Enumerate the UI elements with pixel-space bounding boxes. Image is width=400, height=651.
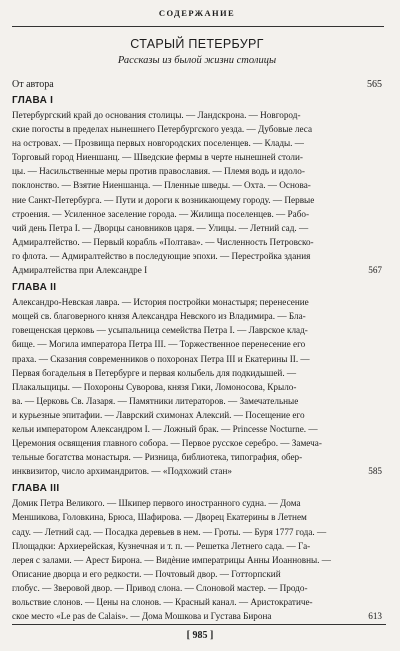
toc-line: чий день Петра I. — Дворцы сановников царя. — Улицы. — Летний сад. — <box>12 222 309 233</box>
chapter-heading: ГЛАВА I <box>12 95 54 106</box>
toc-line: бище. — Могила императора Петра III. — Торжественное перенесение его <box>12 339 306 350</box>
toc-line: Площадки: Архиерейская, Кузнечная и т. п. — Решетка Летнего сада. — Га- <box>12 540 311 551</box>
toc-line: Торговый город Ниеншанц. — Шведские фермы в черте нынешней столи- <box>12 152 303 163</box>
toc-line: праха. — Сказания современников о похоронах Петра III и Екатерины II. — <box>12 353 310 364</box>
toc-line: инквизитор, число архимандритов. — «Подхожий стан» 585 <box>12 464 382 478</box>
toc-page-number: 565 <box>367 79 382 90</box>
toc-line: Церемония освящения главного собора. — Первое русское серебро. — Замеча- <box>12 438 322 449</box>
toc-entry-author <box>12 79 382 90</box>
toc-entry-label: От автора <box>12 79 54 90</box>
chapter-contents <box>12 295 382 478</box>
toc-line: го флота. — Адмиралтейство в последующие эпохи. — Перестройка здания <box>12 250 311 261</box>
toc-page-number: 567 <box>368 265 382 276</box>
footer-rule <box>12 624 386 625</box>
toc-line: саду. — Летний сад. — Посадка деревьев в нем. — Гроты. — Буря 1777 года. — <box>12 526 327 537</box>
toc-line: поклонство. — Взятие Ниеншанца. — Пленные шведы. — Охта. — Основа- <box>12 180 311 191</box>
toc-line: мощей св. благоверного князя Александра Невского из Владимира. — Бла- <box>12 311 306 322</box>
toc-line: Александро-Невская лавра. — История постройки монастыря; перенесение <box>12 297 309 308</box>
chapter-contents <box>12 108 382 277</box>
toc-line: ские погосты в пределах нынешнего Петербургского уезда. — Дубовые леса <box>12 124 313 135</box>
chapter-contents <box>12 496 382 623</box>
toc-line: ние Санкт-Петербурга. — Пути и дороги к возникающему городу. — Первые <box>12 194 315 205</box>
toc-line: тельные богатства монастыря. — Ризница, библиотека, типография, обер- <box>12 452 303 463</box>
toc-line: строения. — Усиленное заселение города. — Жилища поселенцев. — Рабо- <box>12 208 310 219</box>
toc-page-number: 585 <box>368 466 382 477</box>
toc-line: лерея с залами. — Арест Бирона. — Видѐние императрицы Анны Иоанновны. — <box>12 554 331 565</box>
chapter-heading: ГЛАВА III <box>12 483 60 495</box>
toc-line: цы. — Насильственные меры против православия. — Племя водь и идоло- <box>12 166 305 177</box>
toc-line: Плакальщицы. — Похороны Суворова, князя Гики, Ломоносова, Крыло- <box>12 381 297 392</box>
page-folio: [ 985 ] <box>186 630 214 641</box>
toc-line: кельи императором Александром I. — Ложный брак. — Princesse Nocturne. — <box>12 423 318 434</box>
toc-line: ское место «Le pas de Calais». — Дома Мошкова и Густава Бирона 613 <box>12 609 382 623</box>
chapter-heading: ГЛАВА II <box>12 282 57 294</box>
toc-line: Адмиралтейства при Александре I 567 <box>12 263 382 277</box>
toc-page-number: 613 <box>368 611 382 622</box>
toc-line: Петербургский край до основания столицы. — Ландскрона. — Новгород- <box>12 110 301 120</box>
chapter-list <box>8 95 386 623</box>
toc-line: Первая богадельня в Петербурге и первая колыбель для подкидышей. — <box>12 367 297 378</box>
toc-line: говещенская церковь — усыпальница семейства Петра I. — Лаврское клад- <box>12 325 308 336</box>
running-head: СОДЕРЖАНИЕ <box>158 8 236 18</box>
toc-line: и курьезные эпитафии. — Лаврский схимонах Алексий. — Посещение его <box>12 409 305 420</box>
toc-line: Описание дворца и его редкости. — Почтовый двор. — Готторпский <box>12 568 281 579</box>
toc-line: ва. — Церковь Св. Лазаря. — Памятники литераторов. — Замечательные <box>12 395 299 406</box>
header-rule <box>12 26 384 27</box>
toc-line: глобус. — Зверовой двор. — Привод слона. — Слоновой мастер. — Продо- <box>12 582 308 593</box>
toc-line: Меншикова, Головкина, Брюса, Шафирова. — Дворец Екатерины в Летнем <box>12 512 307 523</box>
toc-line: Адмиралтейство. — Первый корабль «Полтава». — Численность Петровско- <box>12 236 314 247</box>
toc-line: вольствие слонов. — Цены на слонов. — Красный канал. — Аристократиче- <box>12 597 313 607</box>
toc-line: Домик Петра Великого. — Шкипер первого иностранного судна. — Дома <box>12 498 301 509</box>
book-title: СТАРЫЙ ПЕТЕРБУРГ <box>130 37 264 51</box>
toc-line: на островах. — Прозвища первых новгородских поселенцев. — Клады. — <box>12 138 304 149</box>
book-subtitle: Рассказы из былой жизни столицы <box>117 55 277 66</box>
